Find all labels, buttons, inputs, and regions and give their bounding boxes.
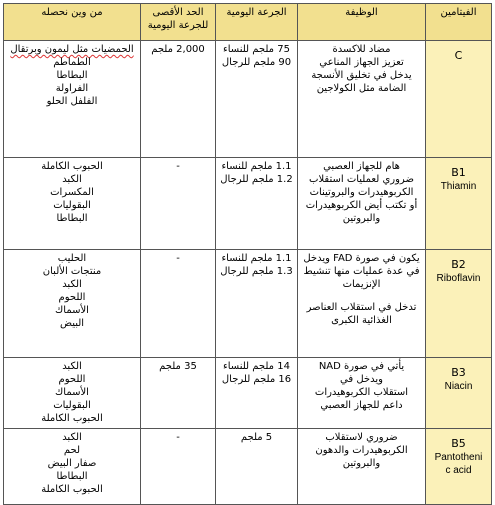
vitamins-table (3, 3, 492, 505)
function-line: ويدخل في (340, 374, 383, 385)
header-vitamin: الفيتامين (426, 4, 492, 41)
table-row (4, 250, 492, 358)
vitamin-cell (426, 41, 492, 158)
function-line: أو تكتب أيض الكربوهيدرات (305, 200, 418, 211)
function-line: هام للجهاز العصبي (323, 161, 400, 172)
function-cell (298, 158, 426, 250)
dose-line: 1.3 ملجم للرجال (220, 266, 293, 277)
dose-line: 16 ملجم للرجال (221, 374, 292, 385)
source-item: الكبد (62, 279, 82, 290)
table-row (4, 429, 492, 505)
dose-line: 1.2 ملجم للرجال (220, 174, 293, 185)
source-item: صفار البيض (47, 458, 97, 469)
function-cell (298, 250, 426, 358)
source-item: الأسماك (55, 305, 89, 316)
source-item: الحمضيات مثل ليمون وبرتقال (10, 44, 134, 55)
source-item: المكسرات (50, 187, 94, 198)
dose-cell (216, 250, 298, 358)
source-item: الحبوب الكاملة (41, 484, 103, 495)
vitamin-subname: Thiamin (440, 181, 477, 192)
source-item: الكبد (62, 174, 82, 185)
function-line: ضروري لعمليات استقلاب (309, 174, 414, 185)
header-daily-dose: الجرعة اليومية (216, 4, 298, 41)
sources-cell (4, 358, 141, 429)
sources-cell (4, 429, 141, 505)
vitamin-name: B1 (451, 166, 466, 179)
function-line: يأتي في صورة NAD (318, 361, 405, 372)
max-dose-cell: 2,000 ملجم (141, 41, 216, 158)
sources-cell (4, 41, 141, 158)
source-item: منتجات الألبان (42, 266, 102, 277)
dose-line: 14 ملجم للنساء (223, 361, 290, 372)
source-item: البيض (59, 318, 85, 329)
vitamin-cell (426, 250, 492, 358)
vitamin-name: B2 (451, 258, 466, 271)
function-line: الكربوهيدرات والبروتينات (309, 187, 414, 198)
dose-cell (216, 41, 298, 158)
max-dose-cell: - (141, 158, 216, 250)
function-line: ضروري لاستقلاب (325, 432, 398, 443)
table-row (4, 158, 492, 250)
function-line: تعزيز الجهاز المناعي (319, 57, 404, 68)
dose-line: 1.1 ملجم للنساء (221, 253, 292, 264)
function-line: الإنزيمات (342, 279, 381, 290)
vitamin-name: C (454, 49, 463, 62)
function-line: والبروتين (342, 213, 381, 224)
function-line: يدخل في تخليق الأنسجة (311, 70, 412, 81)
function-line: مضاد للاكسدة (332, 44, 391, 55)
source-item: الكبد (62, 361, 82, 372)
source-item: الكبد (62, 432, 82, 443)
source-item: البطاطا (56, 213, 88, 224)
function-cell (298, 41, 426, 158)
source-item: اللحوم (58, 292, 86, 303)
dose-cell (216, 429, 298, 505)
function-line: الضامة مثل الكولاجين (316, 83, 407, 94)
source-item: الحبوب الكاملة (41, 161, 103, 172)
source-item: البطاطا (56, 70, 88, 81)
dose-line: 75 ملجم للنساء (223, 44, 290, 55)
vitamin-cell (426, 158, 492, 250)
dose-line: 5 ملجم (240, 432, 273, 443)
function-line: والبروتين (342, 458, 381, 469)
source-item: اللحوم (58, 374, 86, 385)
vitamin-subname: Niacin (444, 381, 473, 392)
vitamin-subname: Pantotheni (434, 452, 483, 463)
header-sources: من وين نحصله (4, 4, 141, 41)
function-line: الكربوهيدرات والدهون (315, 445, 408, 456)
sources-cell (4, 158, 141, 250)
vitamin-name: B5 (451, 437, 466, 450)
header-row (4, 4, 492, 41)
vitamin-cell (426, 358, 492, 429)
source-item: الحبوب الكاملة (41, 413, 103, 424)
source-item: الطماطم (53, 57, 91, 68)
vitamin-subname: Riboflavin (436, 273, 481, 284)
source-item: البقوليات (53, 200, 91, 211)
source-item: البطاطا (56, 471, 88, 482)
source-item: الفراولة (55, 83, 89, 94)
source-item: الأسماك (55, 387, 89, 398)
max-dose-cell: - (141, 429, 216, 505)
source-item: الحليب (57, 253, 87, 264)
table-row (4, 358, 492, 429)
function-line: تدخل في استقلاب العناصر (306, 302, 417, 313)
table-row (4, 41, 492, 158)
vitamin-cell (426, 429, 492, 505)
vitamin-subname: c acid (445, 465, 472, 476)
header-function: الوظيفة (298, 4, 426, 41)
header-max-dose: الحد الأقصى للجرعة اليومية (141, 4, 216, 41)
function-line: في عدة عمليات منها تنشيط (303, 266, 420, 277)
source-item: البقوليات (53, 400, 91, 411)
sources-cell (4, 250, 141, 358)
function-line: داعم للجهاز العصبي (320, 400, 403, 411)
function-line: يكون في صورة FAD ويدخل (303, 253, 420, 264)
spacer (302, 291, 421, 301)
max-dose-cell: 35 ملجم (141, 358, 216, 429)
dose-cell (216, 158, 298, 250)
function-cell (298, 358, 426, 429)
dose-line: 90 ملجم للرجال (221, 57, 292, 68)
source-item: لحم (63, 445, 81, 456)
source-item: الفلفل الحلو (46, 96, 98, 107)
dose-cell (216, 358, 298, 429)
function-line: الغذائية الكبرى (331, 315, 392, 326)
vitamin-name: B3 (451, 366, 466, 379)
max-dose-cell: - (141, 250, 216, 358)
function-cell (298, 429, 426, 505)
function-line: استقلاب الكربوهيدرات (314, 387, 409, 398)
dose-line: 1.1 ملجم للنساء (221, 161, 292, 172)
